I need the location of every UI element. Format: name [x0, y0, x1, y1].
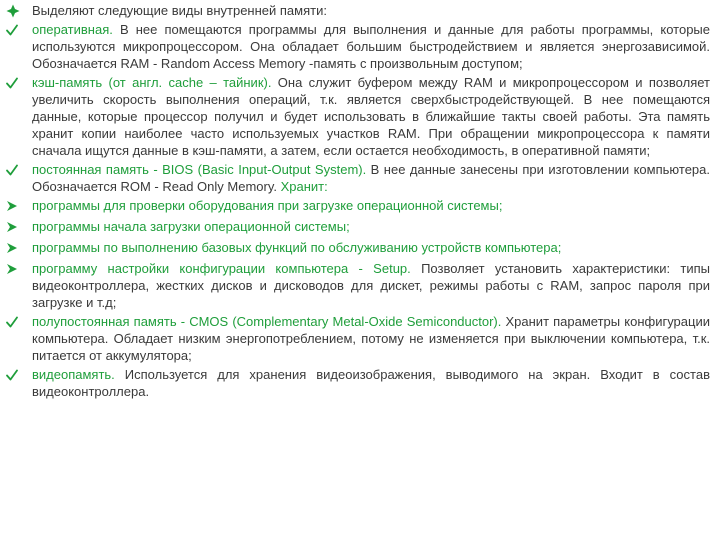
list-item-setup [6, 260, 710, 311]
list-item-text: Выделяют следующие виды внутренней памяти: [32, 3, 327, 18]
list-item-video-memory [6, 366, 710, 400]
arrow-bullet-icon [6, 239, 32, 256]
list-item-hw-check [6, 197, 710, 214]
term-bios: постоянная память - BIOS (Basic Input-Output System). [32, 162, 367, 177]
description-setup: Позволяет установить характеристики: типы видеоконтроллера, жестких дисков и дисководов для дискет, режимы работы с RAM, запрос пароля при загрузке и т.д; [32, 261, 710, 310]
description-bios: В нее данные занесены при изготовлении компьютера. Обозначается ROM - Read Only Memory. [32, 162, 710, 194]
list-item-cmos [6, 313, 710, 364]
term-ram: оперативная. [32, 22, 113, 37]
list-item-cache [6, 74, 710, 159]
description-cmos: Хранит параметры конфигурации компьютера. Обладает низким энергопотреблением, потому не изменяется при выключении компьютера, т.к. питается от аккумулятора; [32, 314, 710, 363]
diamond-bullet-icon [6, 2, 32, 19]
arrow-bullet-icon [6, 218, 32, 235]
check-bullet-icon [6, 313, 32, 330]
term-video-memory: видеопамять. [32, 367, 115, 382]
term-cache: кэш-память (от англ. cache – тайник). [32, 75, 272, 90]
list-item-intro [6, 2, 710, 19]
arrow-bullet-icon [6, 260, 32, 277]
subitem-basic-functions: программы по выполнению базовых функций по обслуживанию устройств компьютера; [32, 240, 562, 255]
subitem-os-boot: программы начала загрузки операционной системы; [32, 219, 350, 234]
list-item-os-boot [6, 218, 710, 235]
description-cache: Она служит буфером между RAM и микропроцессором и позволяет увеличить скорость выполнения операций, т.к. является сверхбыстродействующей. В нее помещаются данные, которые процессор получил и будет использовать в ближайшие такты своей работы. Эта память хранит копии наиболее часто используемых участков RAM. При обращении микропроцессора к памяти сначала ищутся данные в кэш-памяти, а затем, если остается необходимость, в оперативной памяти; [32, 75, 710, 158]
description-video-memory: Используется для хранения видеоизображения, выводимого на экран. Входит в состав видеоконтроллера. [32, 367, 710, 399]
term-cmos: полупостоянная память - CMOS (Complementary Metal-Oxide Semiconductor). [32, 314, 502, 329]
list-item-ram [6, 21, 710, 72]
check-bullet-icon [6, 161, 32, 178]
list-item-basic-functions [6, 239, 710, 256]
arrow-bullet-icon [6, 197, 32, 214]
list-item-bios [6, 161, 710, 195]
description-ram: В нее помещаются программы для выполнения и данные для работы программы, которые используются микропроцессором. Она обладает большим быстродействием и является энергозависимой. Обозначается RAM - Random Access Memory -память с произвольным доступом; [32, 22, 710, 71]
term-stores: Хранит: [280, 179, 328, 194]
term-setup: программу настройки конфигурации компьютера - Setup. [32, 261, 411, 276]
check-bullet-icon [6, 74, 32, 91]
subitem-hw-check: программы для проверки оборудования при загрузке операционной системы; [32, 198, 503, 213]
memory-types-list [6, 2, 710, 400]
check-bullet-icon [6, 366, 32, 383]
check-bullet-icon [6, 21, 32, 38]
